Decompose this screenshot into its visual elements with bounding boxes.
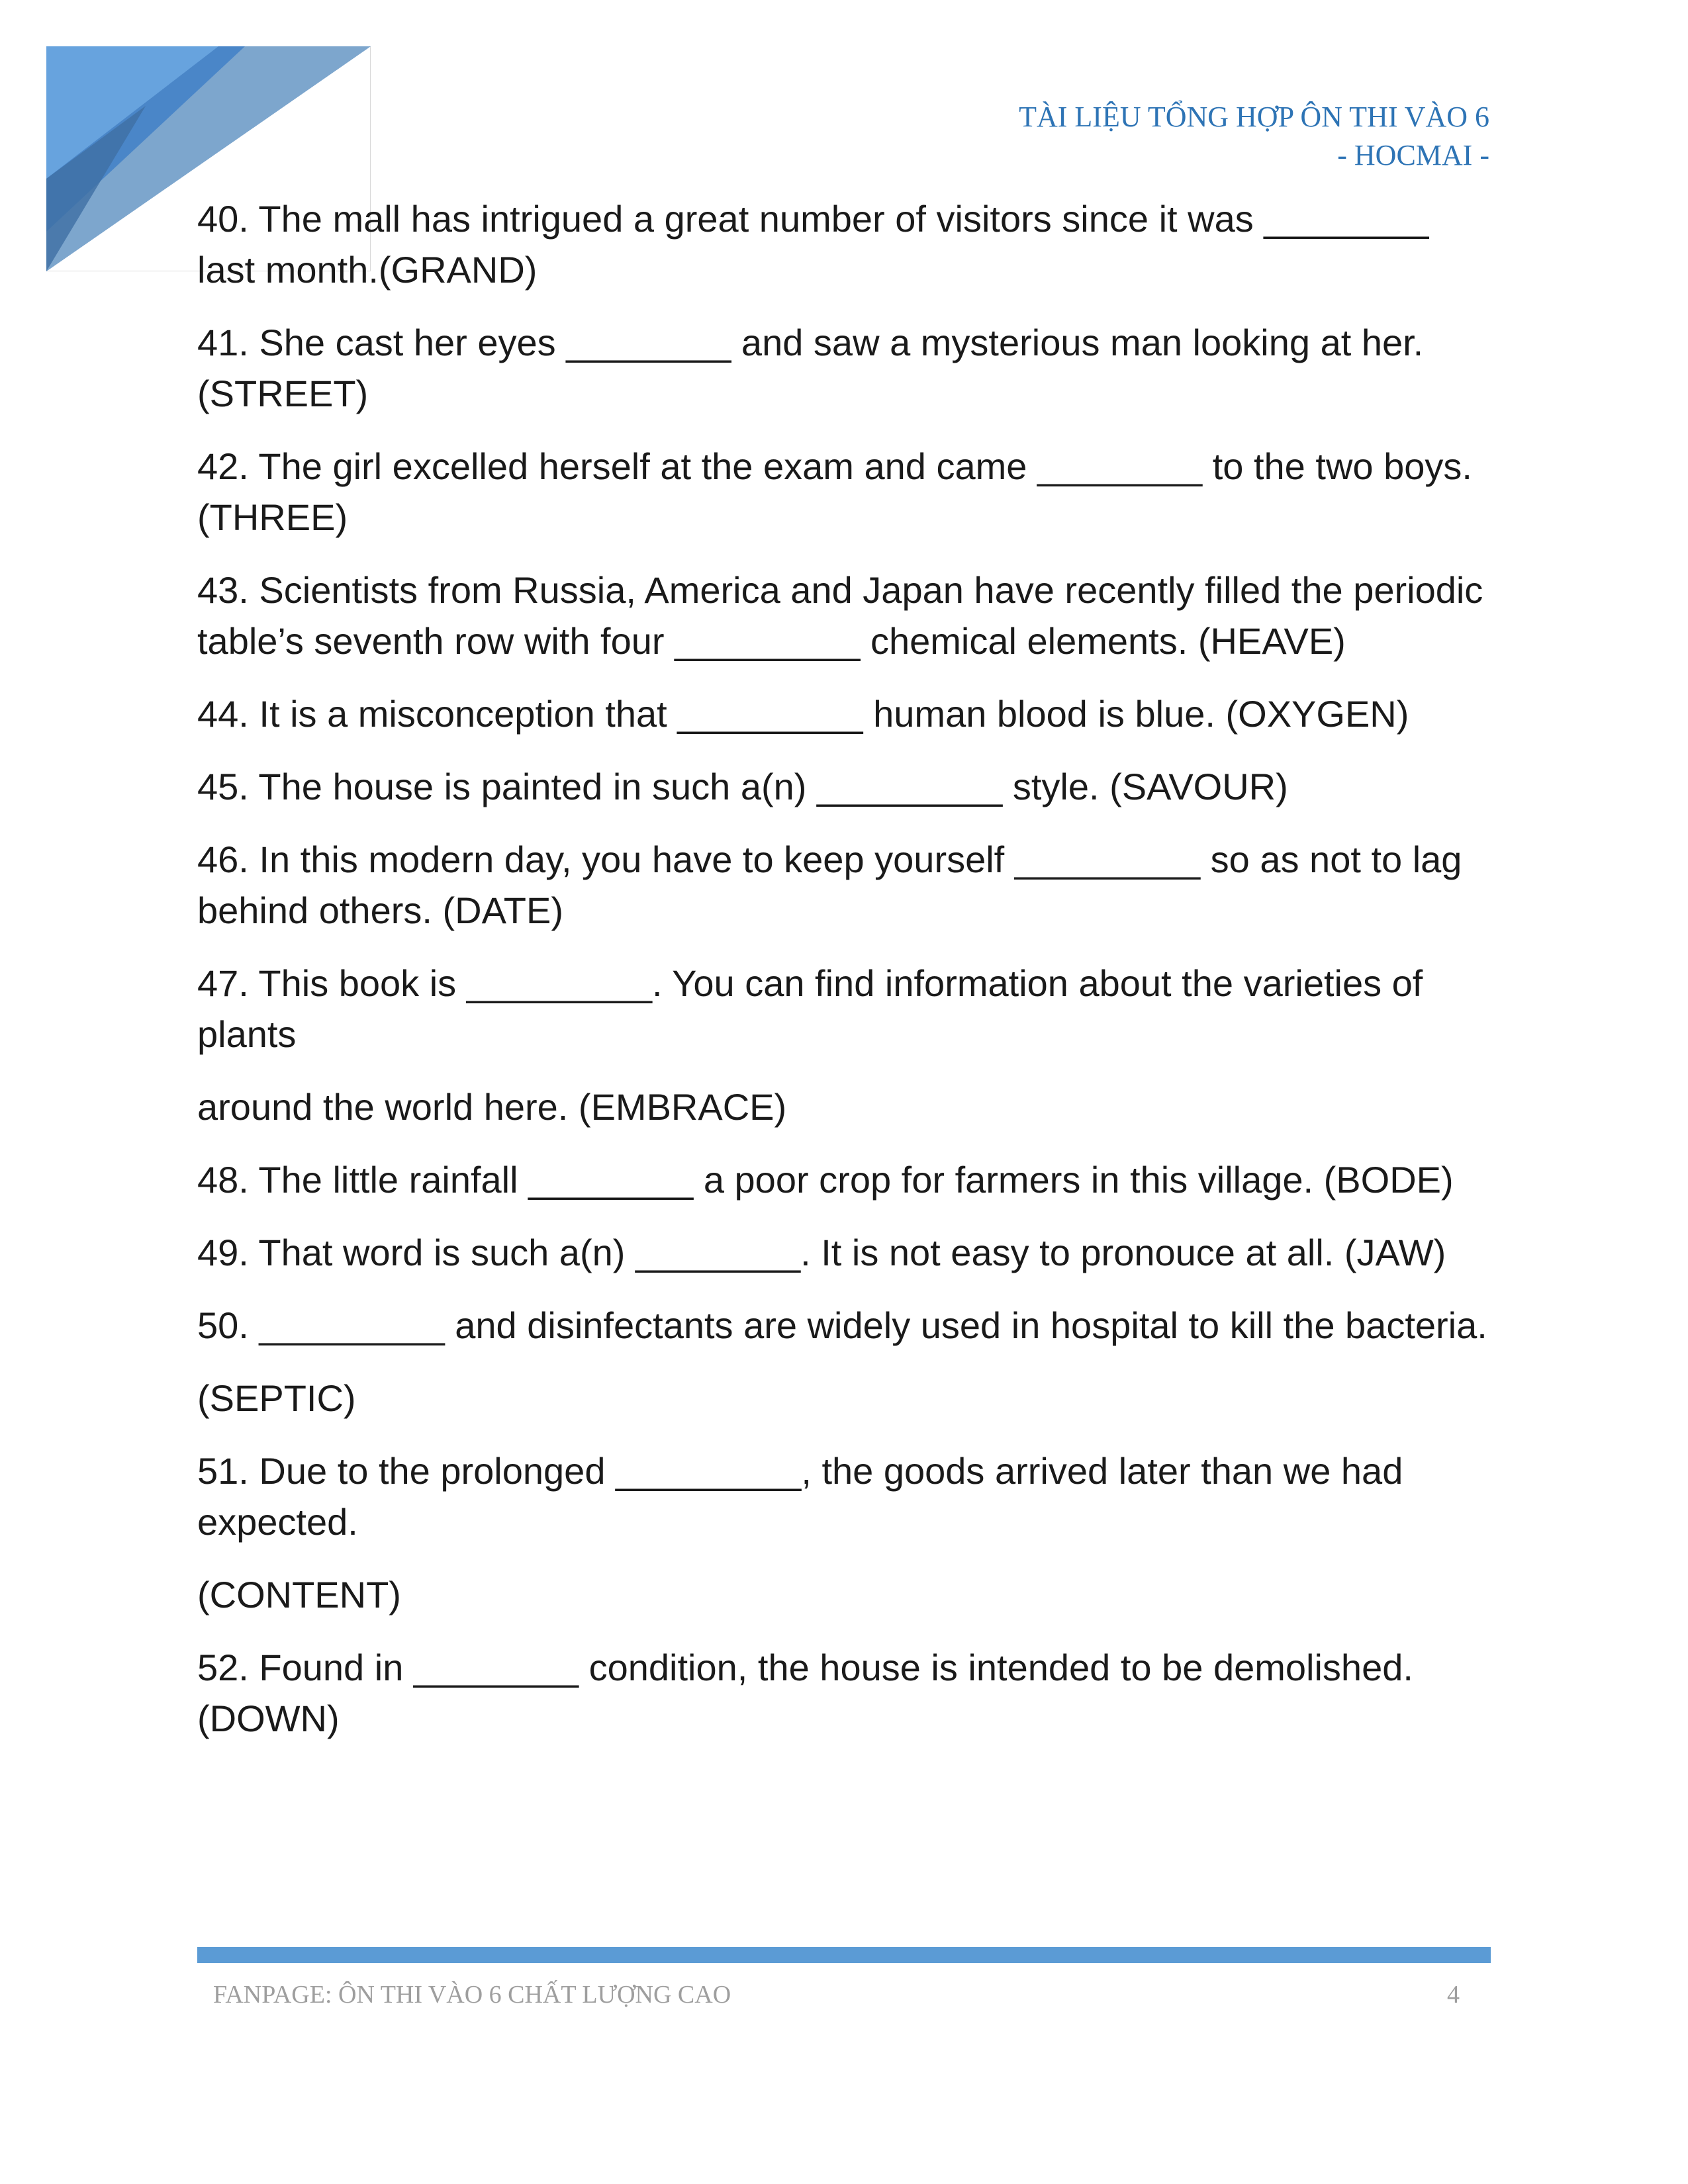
question-42: 42. The girl excelled herself at the exam and came ________ to the two boys. (THREE) [197,445,1483,538]
question-43: 43. Scientists from Russia, America and Japan have recently filled the periodic table’s seventh row with four _________ chemical elements. (HEAVE) [197,569,1493,662]
question-40: 40. The mall has intrigued a great number of visitors since it was ________ last month.(GRAND) [197,198,1440,291]
question-41: 41. She cast her eyes ________ and saw a mysterious man looking at her. (STREET) [197,322,1434,414]
question-52: 52. Found in ________ condition, the house is intended to be demolished. (DOWN) [197,1647,1424,1739]
question-44: 44. It is a misconception that _________ human blood is blue. (OXYGEN) [197,693,1409,735]
question-47-continued: around the world here. (EMBRACE) [197,1086,787,1128]
header-title: TÀI LIỆU TỔNG HỢP ÔN THI VÀO 6 [1019,101,1489,133]
question-45: 45. The house is painted in such a(n) _________ style. (SAVOUR) [197,766,1288,807]
question-48: 48. The little rainfall ________ a poor crop for farmers in this village. (BODE) [197,1159,1454,1201]
question-46: 46. In this modern day, you have to keep yourself _________ so as not to lag behind others. (DATE) [197,839,1473,931]
header-subtitle: - HOCMAI - [1337,139,1489,171]
question-49: 49. That word is such a(n) ________. It is not easy to pronouce at all. (JAW) [197,1232,1446,1273]
question-47: 47. This book is _________. You can find information about the varieties of plants [197,962,1433,1055]
question-50: 50. _________ and disinfectants are widely used in hospital to kill the bacteria. [197,1304,1487,1346]
footer-fanpage: FANPAGE: ÔN THI VÀO 6 CHẤT LƯỢNG CAO [213,1981,731,2009]
page-header [1019,98,1489,175]
question-50-hint: (SEPTIC) [197,1377,356,1419]
question-51: 51. Due to the prolonged _________, the goods arrived later than we had expected. [197,1450,1413,1543]
question-51-hint: (CONTENT) [197,1574,401,1615]
footer-divider [197,1947,1491,1963]
page-number: 4 [1447,1981,1460,2009]
exercise-list [197,193,1495,1766]
